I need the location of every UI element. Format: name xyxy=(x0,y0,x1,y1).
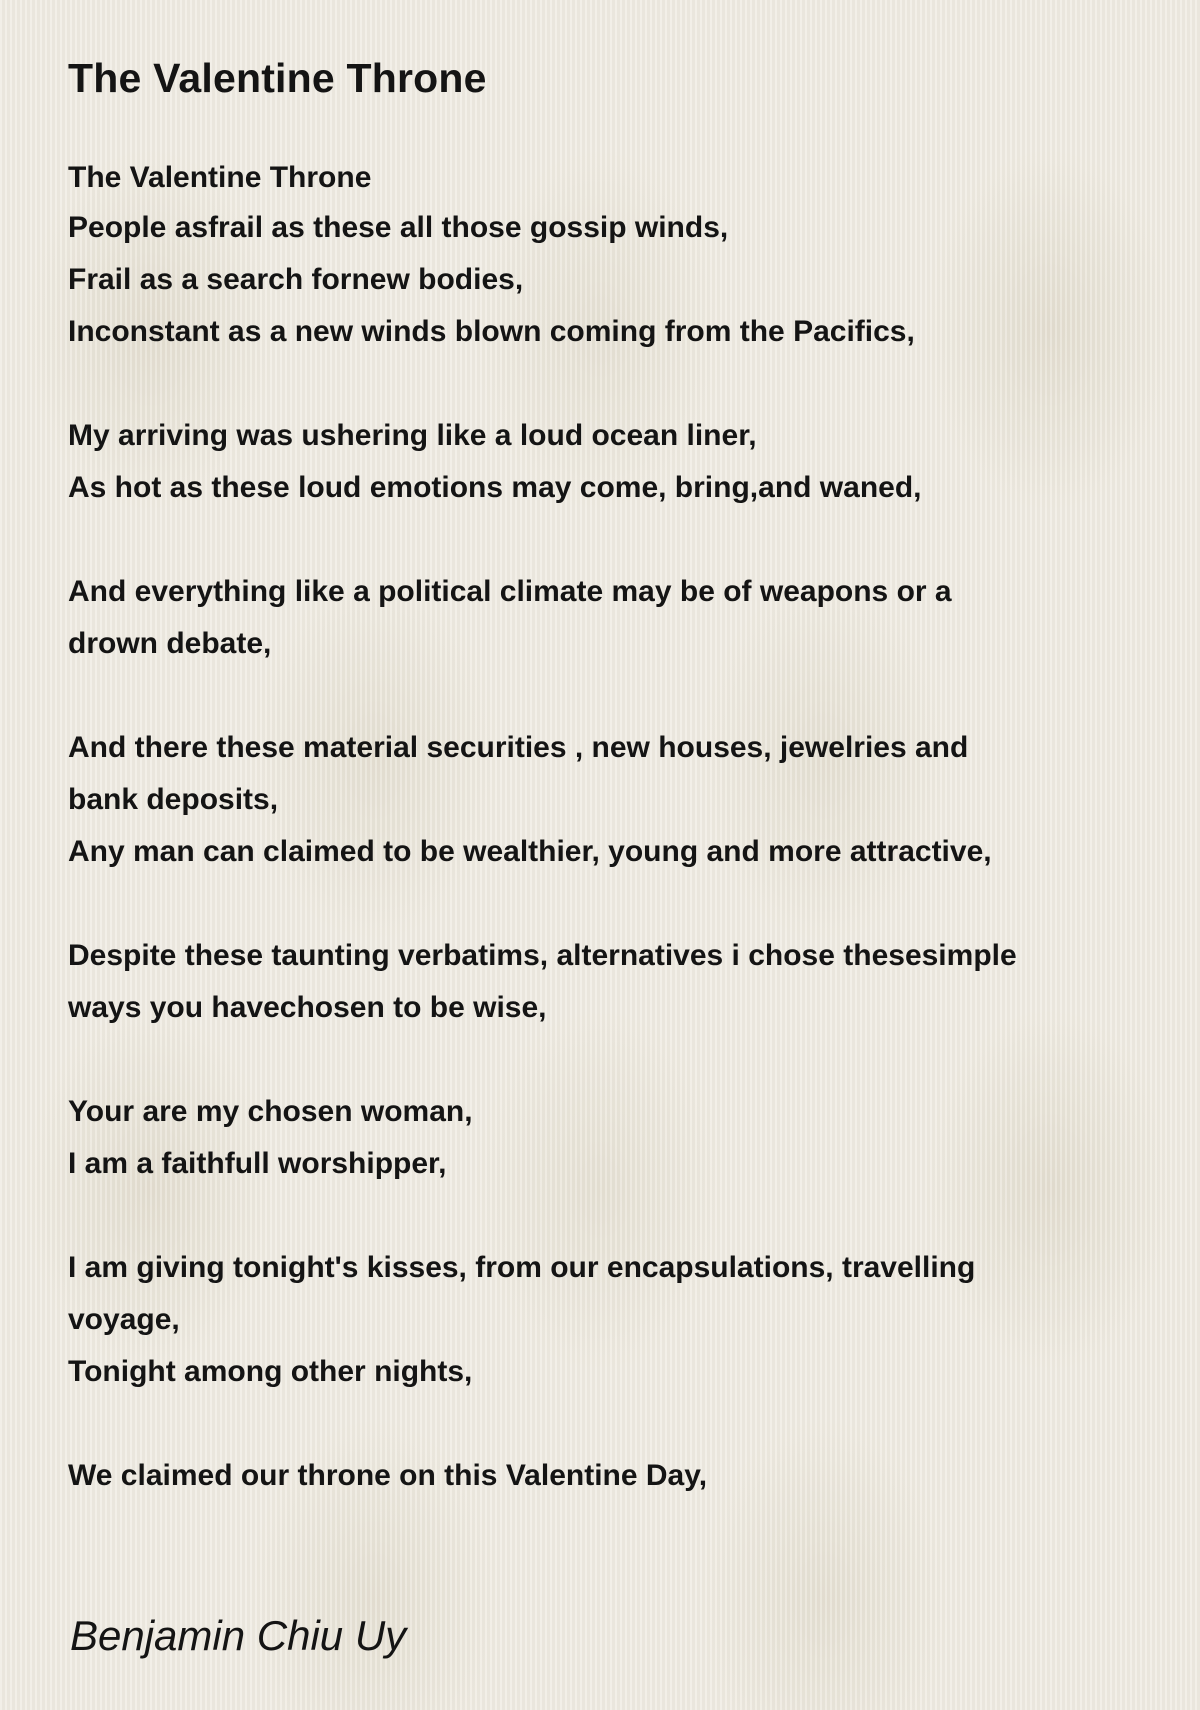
poem-line: As hot as these loud emotions may come, bring,and waned, xyxy=(68,471,922,504)
poem-line: People asfrail as these all those gossip winds, xyxy=(68,211,729,244)
poem-line: We claimed our throne on this Valentine Day, xyxy=(68,1459,708,1492)
stanza-break xyxy=(68,514,1148,566)
poem-line: And everything like a political climate may be of weapons or a xyxy=(68,575,952,608)
poem-line: Any man can claimed to be wealthier, young and more attractive, xyxy=(68,835,992,868)
poem-line: voyage, xyxy=(68,1303,180,1336)
stanza-break xyxy=(68,358,1148,410)
poem-line: I am a faithfull worshipper, xyxy=(68,1147,447,1180)
stanza-break xyxy=(68,670,1148,722)
poem-title: The Valentine Throne xyxy=(68,55,487,101)
poem-body xyxy=(68,202,1148,1502)
poem-subtitle: The Valentine Throne xyxy=(68,161,372,194)
poem-line: Tonight among other nights, xyxy=(68,1355,473,1388)
poem-line: Inconstant as a new winds blown coming from the Pacifics, xyxy=(68,315,915,348)
poem-line: bank deposits, xyxy=(68,783,279,816)
poem-line: Despite these taunting verbatims, alternatives i chose thesesimple xyxy=(68,939,1017,972)
poem-line: Frail as a search fornew bodies, xyxy=(68,263,524,296)
stanza-break xyxy=(68,878,1148,930)
stanza-break xyxy=(68,1190,1148,1242)
poem-author: Benjamin Chiu Uy xyxy=(70,1612,407,1659)
poem-line: Your are my chosen woman, xyxy=(68,1095,473,1128)
poem-line: ways you havechosen to be wise, xyxy=(68,991,547,1024)
stanza-break xyxy=(68,1398,1148,1450)
poem-line: drown debate, xyxy=(68,627,272,660)
poem-line: And there these material securities , new houses, jewelries and xyxy=(68,731,969,764)
poem-line: My arriving was ushering like a loud ocean liner, xyxy=(68,419,757,452)
stanza-break xyxy=(68,1034,1148,1086)
poem-line: I am giving tonight's kisses, from our encapsulations, travelling xyxy=(68,1251,976,1284)
poem-page xyxy=(68,48,1148,1502)
